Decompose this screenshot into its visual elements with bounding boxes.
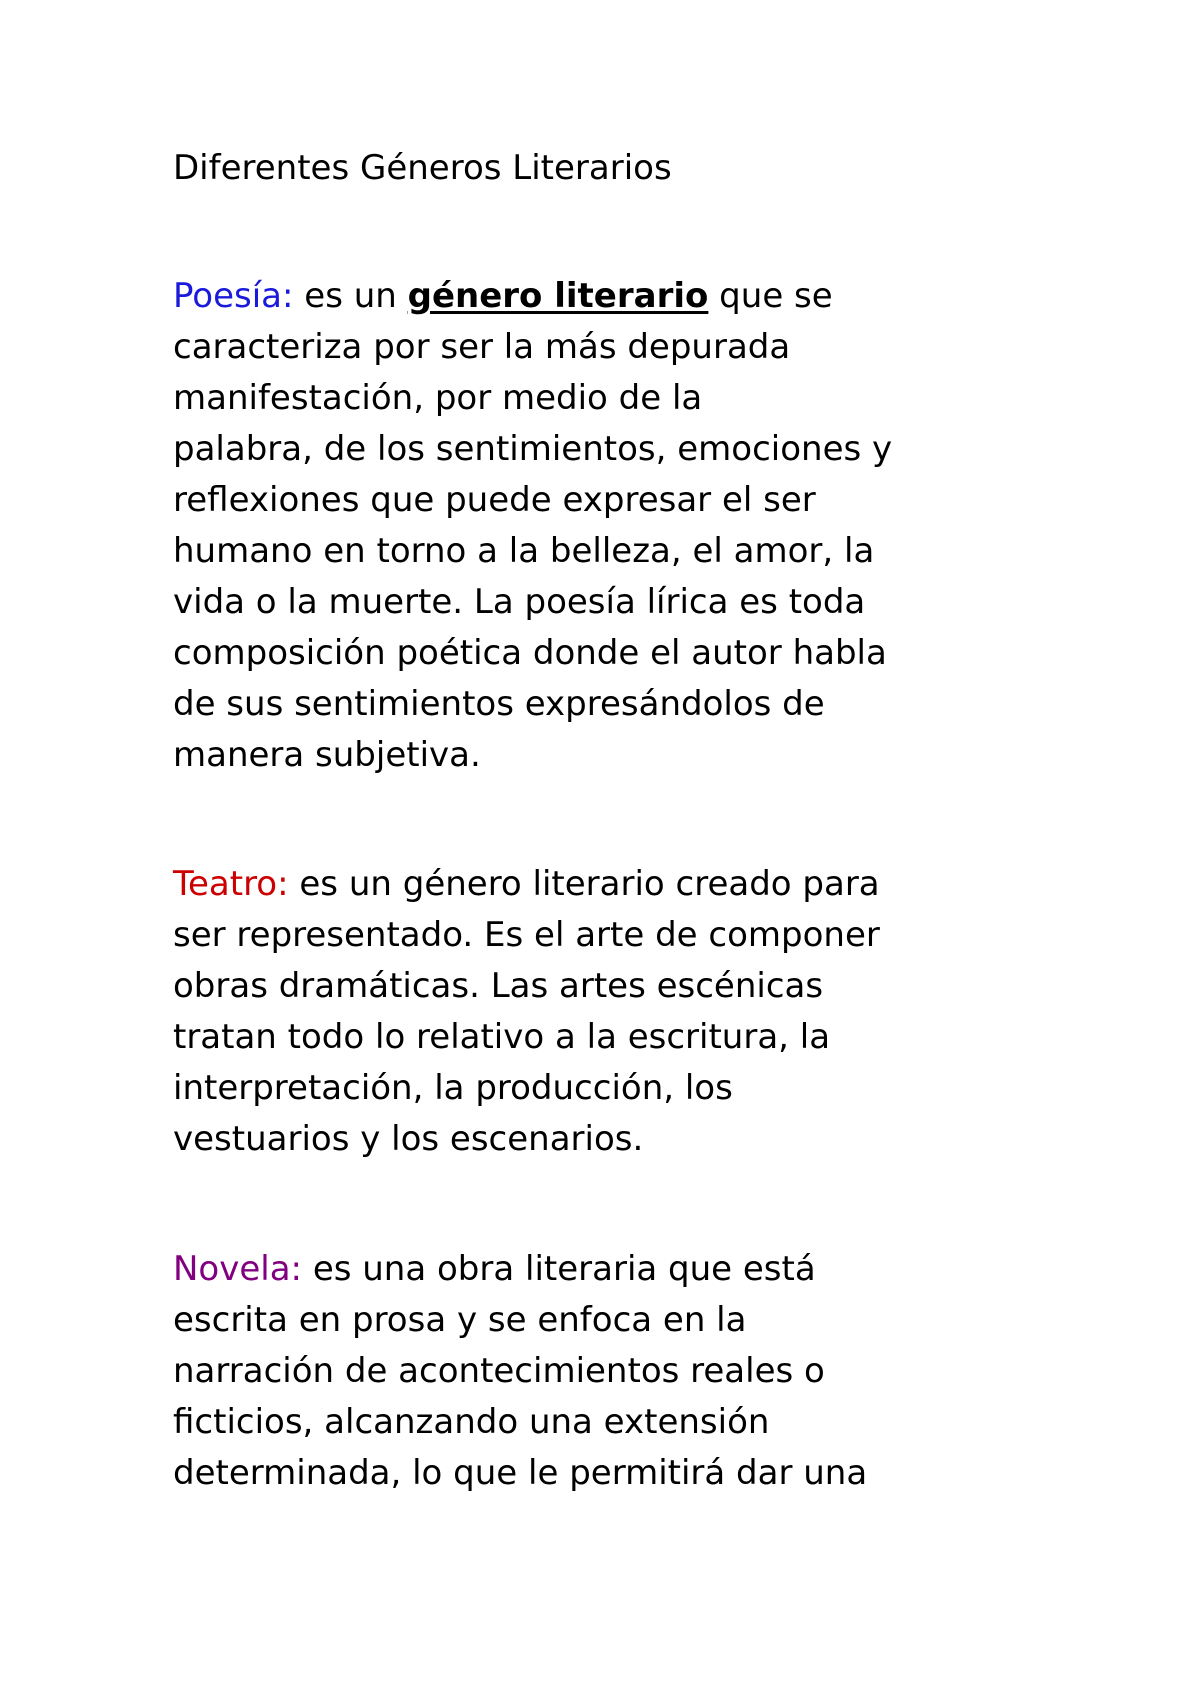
paragraph-line: interpretación, la producción, los (173, 1068, 733, 1108)
paragraph-line (173, 271, 1053, 322)
document-page (173, 142, 1053, 1499)
poesia-lead: es un (293, 276, 408, 316)
paragraph-line: tratan todo lo relativo a la escritura, la (173, 1017, 831, 1057)
label-novela: Novela: (173, 1249, 303, 1289)
paragraph-teatro (173, 859, 1053, 1165)
paragraph-line: de sus sentimientos expresándolos de (173, 684, 825, 724)
paragraph-line: obras dramáticas. Las artes escénicas (173, 966, 824, 1006)
genero-literario-link[interactable]: género literario (407, 276, 709, 316)
paragraph-line: caracteriza por ser la más depurada (173, 327, 791, 367)
teatro-line1-rest: es un género literario creado para (288, 864, 880, 904)
paragraph-novela (173, 1244, 1053, 1499)
label-poesia: Poesía: (173, 276, 294, 316)
paragraph-line: humano en torno a la belleza, el amor, la (173, 531, 875, 571)
paragraph-poesia (173, 271, 1053, 781)
paragraph-line: palabra, de los sentimientos, emociones y (173, 429, 893, 469)
paragraph-line: determinada, lo que le permitirá dar una (173, 1453, 868, 1493)
paragraph-line: composición poética donde el autor habla (173, 633, 887, 673)
poesia-line1-rest: que se (708, 276, 833, 316)
paragraph-line: vida o la muerte. La poesía lírica es toda (173, 582, 866, 622)
paragraph-line: ser representado. Es el arte de componer (173, 915, 880, 955)
paragraph-line: manera subjetiva. (173, 735, 481, 775)
paragraph-line: ficticios, alcanzando una extensión (173, 1402, 770, 1442)
paragraph-line: reflexiones que puede expresar el ser (173, 480, 816, 520)
label-teatro: Teatro: (173, 864, 289, 904)
novela-line1-rest: es una obra literaria que está (302, 1249, 816, 1289)
paragraph-line (173, 859, 1053, 910)
paragraph-line: vestuarios y los escenarios. (173, 1119, 644, 1159)
paragraph-line: manifestación, por medio de la (173, 378, 703, 418)
paragraph-line (173, 1244, 1053, 1295)
paragraph-line: escrita en prosa y se enfoca en la (173, 1300, 747, 1340)
paragraph-line: narración de acontecimientos reales o (173, 1351, 825, 1391)
document-title: Diferentes Géneros Literarios (173, 148, 672, 188)
